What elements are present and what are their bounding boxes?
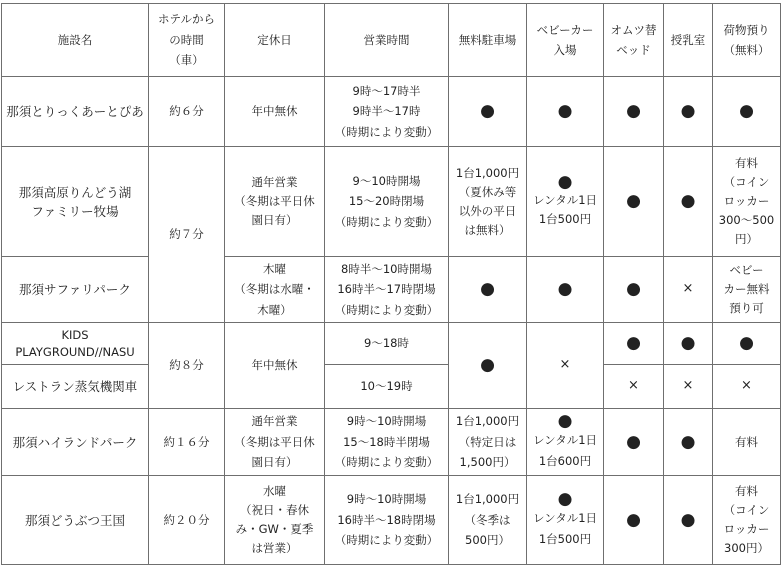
opening-hours: 9時～10時開場 16時半～18時閉場 （時期により変動） [325, 476, 449, 565]
parking-info: 1台1,000円 （夏休み等 以外の平日 は無料） [449, 147, 527, 257]
opening-hours: 9～18時 [325, 323, 449, 365]
diaper-mark: × [604, 365, 664, 409]
parking-info: 1台1,000円 （冬季は 500円） [449, 476, 527, 565]
luggage-mark: ● [713, 323, 781, 365]
parking-mark: ● [449, 257, 527, 323]
table-row [2, 409, 781, 476]
facility-name: 那須高原りんどう湖 ファミリー牧場 [2, 147, 149, 257]
header-luggage: 荷物預り （無料） [713, 4, 781, 77]
facility-name: KIDS PLAYGROUND//NASU [2, 323, 149, 365]
luggage-info: 有料 [713, 409, 781, 476]
table-row [2, 147, 781, 257]
luggage-mark: ● [713, 77, 781, 147]
table-row [2, 365, 781, 409]
stroller-info: ● レンタル1日 1台500円 [527, 147, 604, 257]
header-diaper: オムツ替 ベッド [604, 4, 664, 77]
header-time: ホテルから の時間 （車） [149, 4, 225, 77]
stroller-mark: × [527, 323, 604, 409]
diaper-mark: ● [604, 409, 664, 476]
header-row [2, 4, 781, 77]
nursing-mark: ● [664, 147, 713, 257]
opening-hours: 8時半～10時開場 16時半～17時閉場 （時期により変動） [325, 257, 449, 323]
nursing-mark: × [664, 257, 713, 323]
diaper-mark: ● [604, 77, 664, 147]
travel-time: 約１６分 [149, 409, 225, 476]
diaper-mark: ● [604, 323, 664, 365]
nursing-mark: ● [664, 77, 713, 147]
travel-time: 約８分 [149, 323, 225, 409]
table-row [2, 323, 781, 365]
luggage-info: 有料 （コイン ロッカー 300～500 円） [713, 147, 781, 257]
opening-hours: 9～10時開場 15～20時閉場 （時期により変動） [325, 147, 449, 257]
luggage-info: 有料 （コイン ロッカー 300円） [713, 476, 781, 565]
header-nursing: 授乳室 [664, 4, 713, 77]
nursing-mark: × [664, 365, 713, 409]
nursing-mark: ● [664, 476, 713, 565]
header-closed: 定休日 [225, 4, 325, 77]
table-row [2, 257, 781, 323]
opening-hours: 10～19時 [325, 365, 449, 409]
facility-name: レストラン蒸気機関車 [2, 365, 149, 409]
luggage-info: ベビー カー無料 預り可 [713, 257, 781, 323]
travel-time: 約６分 [149, 77, 225, 147]
closed-days: 年中無休 [225, 77, 325, 147]
header-parking: 無料駐車場 [449, 4, 527, 77]
facility-name: 那須どうぶつ王国 [2, 476, 149, 565]
closed-days: 木曜 （冬期は水曜・ 木曜） [225, 257, 325, 323]
diaper-mark: ● [604, 257, 664, 323]
closed-days: 通年営業 （冬期は平日休 園日有） [225, 409, 325, 476]
diaper-mark: ● [604, 147, 664, 257]
header-facility: 施設名 [2, 4, 149, 77]
table-row [2, 77, 781, 147]
closed-days: 通年営業 （冬期は平日休 園日有） [225, 147, 325, 257]
facility-table [1, 3, 781, 565]
parking-mark: ● [449, 323, 527, 409]
facility-name: 那須とりっくあーとぴあ [2, 77, 149, 147]
parking-mark: ● [449, 77, 527, 147]
facility-name: 那須サファリパーク [2, 257, 149, 323]
header-hours: 営業時間 [325, 4, 449, 77]
luggage-mark: × [713, 365, 781, 409]
stroller-info: ● レンタル1日 1台600円 [527, 409, 604, 476]
nursing-mark: ● [664, 323, 713, 365]
travel-time: 約７分 [149, 147, 225, 323]
parking-info: 1台1,000円 （特定日は 1,500円） [449, 409, 527, 476]
closed-days: 水曜 （祝日・春休 み・GW・夏季 は営業） [225, 476, 325, 565]
diaper-mark: ● [604, 476, 664, 565]
header-stroller: ベビーカー 入場 [527, 4, 604, 77]
nursing-mark: ● [664, 409, 713, 476]
stroller-info: ● レンタル1日 1台500円 [527, 476, 604, 565]
opening-hours: 9時～10時開場 15～18時半閉場 （時期により変動） [325, 409, 449, 476]
facility-name: 那須ハイランドパーク [2, 409, 149, 476]
opening-hours: 9時～17時半 9時半～17時 （時期により変動） [325, 77, 449, 147]
stroller-mark: ● [527, 77, 604, 147]
table-row [2, 476, 781, 565]
stroller-mark: ● [527, 257, 604, 323]
travel-time: 約２０分 [149, 476, 225, 565]
closed-days: 年中無休 [225, 323, 325, 409]
